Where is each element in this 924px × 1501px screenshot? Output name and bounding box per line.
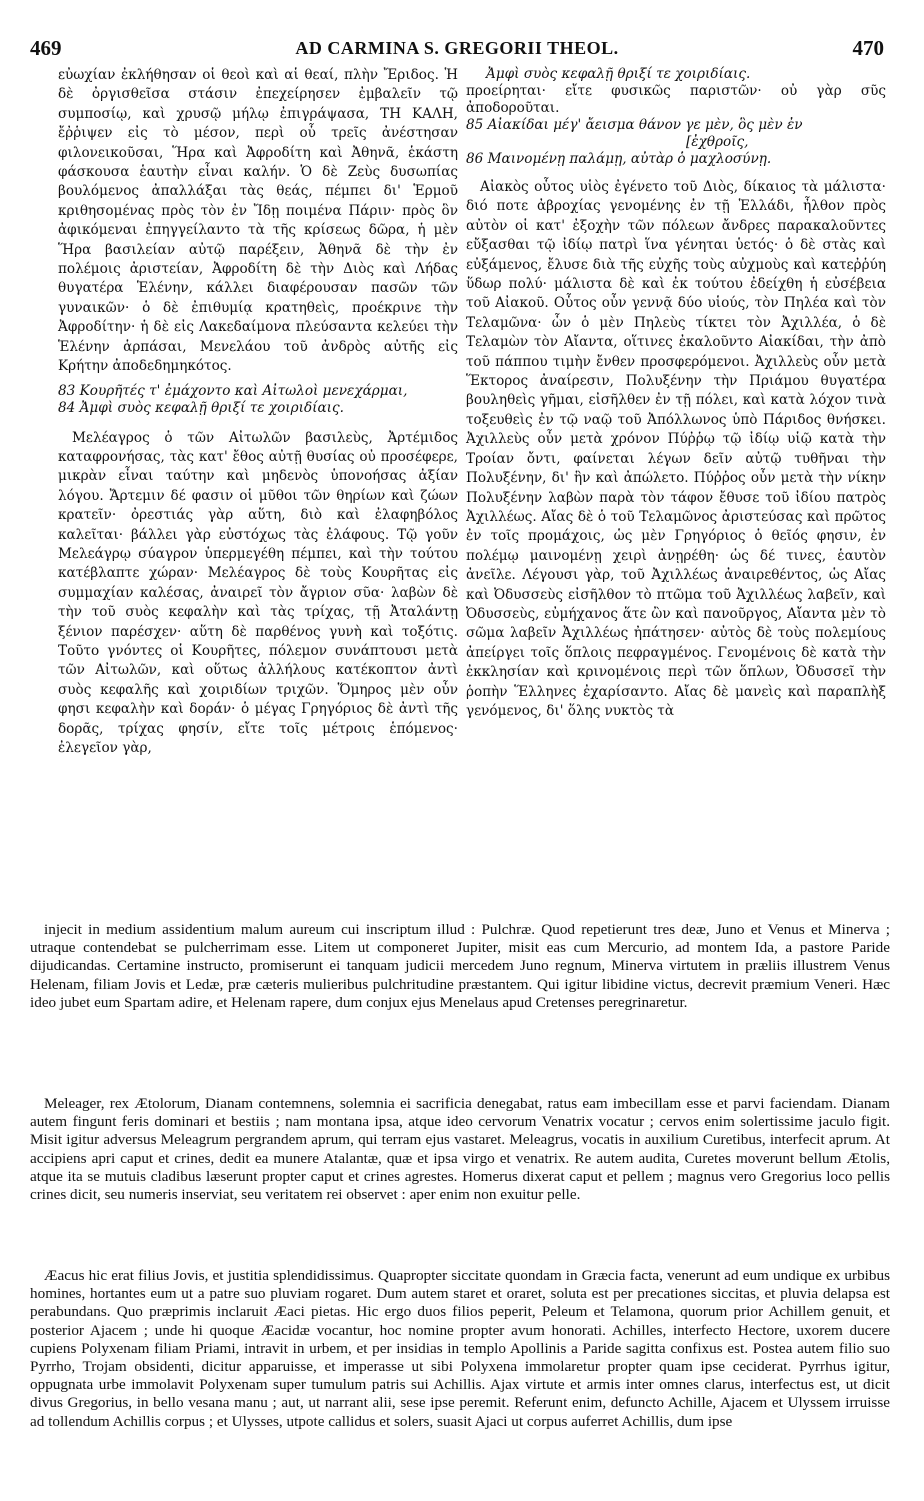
greek-column-left <box>58 66 458 758</box>
greek-paragraph: Αἰακὸς οὗτος υἱὸς ἐγένετο τοῦ Διὸς, δίκαιος τὰ μάλιστα· διό ποτε ἀβροχίας γενομένης ἐν τῇ Ἑλλάδι, ἦλθον πρὸς αὐτὸν οἱ κατ' ἐξοχὴν τῶν πόλεων ἄνδρες παρακαλοῦντες εὔξασθαι τῷ ἰδίῳ πατρὶ ἵνα γένηται ὑετός· ὁ δὲ στὰς καὶ εὐξάμενος, ἔλυσε διὰ τῆς εὐχῆς τοὺς αὐχμοὺς καὶ κατεῤῥύη ὕδωρ πολύ· μάλιστα δὲ καὶ ἐκ τούτου ἐδείχθη ἡ εὐσέβεια τοῦ Αἰακοῦ. Οὗτος οὖν γεννᾷ δύο υἱούς, τὸν Πηλέα καὶ τὸν Τελαμῶνα· ὧν ὁ μὲν Πηλεὺς τίκτει τὸν Ἀχιλλέα, ὁ δὲ Τελαμὼν τὸν Αἴαντα, οἵτινες ἐκαλοῦντο Αἰακίδαι, τὴν ἀπὸ τοῦ πάππου τιμὴν ἔνθεν προσφερόμενοι. Ἀχιλλεὺς οὖν μετὰ Ἕκτορος ἀναίρεσιν, Πολυξένην τὴν Πριάμου θυγατέρα βουληθεὶς γῆμαι, εἰσῆλθεν ἐν τῇ πόλει, καὶ κατὰ λόχον τινὰ τοξευθεὶς ἐν τῷ ναῷ τοῦ Ἀπόλλωνος ὑπὸ Πάριδος θνήσκει. Ἀχιλλεὺς οὖν μετὰ χρόνον Πύῤῥῳ τῷ ἰδίῳ υἱῷ κατὰ τὴν Τροίαν ὄντι, φαίνεται λέγων δεῖν αὐτῷ τυθῆναι τὴν Πολυξένην, δι' ἣν καὶ ἀπώλετο. Πύῤῥος οὖν μετὰ τὴν νίκην Πολυξένην λαβὼν παρὰ τὸν τάφον ἔθυσε τοῦ ἰδίου πατρὸς Ἀχιλλέως. Αἴας δὲ ὁ τοῦ Τελαμῶνος ἀριστεύσας καὶ πρῶτος ἐν τοῖς προμάχοις, ὡς μὲν Γρηγόριος ὁ θεῖός φησιν, ἐν πολέμῳ μαινομένῃ χειρὶ ἀνῃρέθη· ὡς δέ τινες, ἑαυτὸν ἀνεῖλε. Λέγουσι γὰρ, τοῦ Ἀχιλλέως ἀναιρεθέντος, ὡς Αἴας καὶ Ὀδυσσεὺς εἰσῆλθον τὸ πτῶμα τοῦ Ἀχιλλέως λαβεῖν, καὶ Ὀδυσσεὺς, εὐμήχανος ἅτε ὢν καὶ πανοῦργος, Αἴαντα μὲν τὸ σῶμα λαβεῖν Ἀχιλλέως ἠπάτησεν· αὐτὸς δὲ τοὺς πολεμίους ἀπείργει τοῖς ὅπλοις πεφραγμένος. Γενομένοις δὲ κατὰ τὴν ἐκκλησίαν καὶ κρινομένοις περὶ τῶν ὅπλων, Ὀδυσσεῖ τὴν ῥοπὴν Ἕλληνες ἐχαρίσαντο. Αἴας δὲ μανεὶς καὶ παραπλὴξ γενόμενος, δι' ὅλης νυκτὸς τὰ <box>466 179 886 719</box>
greek-paragraph: εὐωχίαν ἐκλήθησαν οἱ θεοὶ καὶ αἱ θεαί, πλὴν Ἔριδος. Ἡ δὲ ὀργισθεῖσα στάσιν ἐπεχείρησεν ἐμβαλεῖν τῷ συμποσίῳ, καὶ χρυσῷ μήλῳ ἐπιγράψασα, ΤΗ ΚΑΛΗ, ἔῤῥιψεν εἰς τὸ μέσον, περὶ οὗ τρεῖς ἀνέστησαν φιλονεικοῦσαι, Ἥρα καὶ Ἀφροδίτη καὶ Ἀθηνᾶ, ἑκάστη φάσκουσα ἑαυτὴν εἶναι καλήν. Ὁ δὲ Ζεὺς δυσωπίας βουλόμενος ἀπαλλάξαι τὰς θεάς, πέμπει δι' Ἑρμοῦ κριθησομένας πρὸς τὸν ἐν Ἴδῃ ποιμένα Πάριν· πρὸς ὃν ἀφικόμεναι ἐπηγγείλαντο τὰ τῆς κρίσεως δῶρα, ἡ μὲν Ἥρα βασιλείαν αὐτῷ παρέξειν, Ἀθηνᾶ δὲ τὴν ἐν πολέμοις ἀριστείαν, Ἀφροδίτη δὲ τὴν Διὸς καὶ Λήδας θυγατέρα Ἑλένην, κάλλει διαφέρουσαν πασῶν τῶν γυναικῶν· ὁ δὲ ἐπιθυμίᾳ κρατηθεὶς, προέκρινε τὴν Ἀφροδίτην· ἡ δὲ εἰς Λακεδαίμονα πλεύσαντα κελεύει τὴν Ἑλένην ἁρπάσαι, Μενελάου τοῦ ἀνδρὸς αὐτῆς εἰς Κρήτην ἀποδεδημηκότος. <box>58 67 458 375</box>
greek-column-right <box>466 66 886 721</box>
verse-line-85-cont: [ἐχθροῖς, <box>686 134 749 150</box>
latin-translation-3 <box>30 1267 890 1431</box>
lemma-line: Ἀμφὶ συὸς κεφαλῇ θριξί τε χοιριδίαις. <box>486 66 751 82</box>
latin-paragraph: Æacus hic erat filius Jovis, et justitia splendidissimus. Quapropter siccitate quondam in Græcia facta, venerunt ad eum undique ex urbibus homines, hortantes eum ut a patre suo pluviam rogaret. Dum autem staret et oraret, soluta est per precationes siccitas, et pluvia delapsa est perabundans. Quo præprimis inclaruit Æaci pietas. Hic ergo duos filios peperit, Peleum et Telamona, quorum prior Achillem genuit, et posterior Ajacem ; unde hi quoque Æacidæ vocantur, hoc nomine propter avum honorati. Achilles, interfecto Hectore, uxorem ducere cupiens Polyxenam filiam Priami, intravit in urbem, et per insidias in templo Apollinis a Paride sagitta confixus est. Postea autem filio suo Pyrrho, Trojam obsidenti, dicitur apparuisse, et imperasse ut sibi Polyxena immolaretur propter quam ipse ceciderat. Pyrrhus igitur, oppugnata urbe immolavit Polyxenam super tumulum patris sui Achillis. Ajax virtute et armis inter omnes clarus, interfectus est, ut dicit divus Gregorius, in bello vesana manu ; aut, ut narrant alii, sese ipse peremit. Referunt enim, defuncto Achille, Ajacem et Ulyssem irruisse ad tollendum Achillis corpus ; et Ulysses, utpote callidus et solers, suasit Ajaci ut corpus auferret Achillis, dum ipse <box>30 1267 890 1430</box>
latin-translation-1 <box>30 921 890 1012</box>
latin-translation-2 <box>30 1095 890 1204</box>
page-number-right: 470 <box>852 36 884 60</box>
verse-line-85: 85 Αἰακίδαι μέγ' ἄεισμα θάνον γε μὲν, ὃς μὲν ἐν <box>466 117 803 133</box>
verse-line-83: 83 Κουρῆτές τ' ἐμάχοντο καὶ Αἰτωλοὶ μενεχάρμαι, <box>58 382 408 399</box>
latin-paragraph: Meleager, rex Ætolorum, Dianam contemnens, solemnia ei sacrificia denegabat, ratus eam imbecillam esse et parvi faciendam. Dianam autem fingunt feris dominari et bestiis ; nam montana ipsa, atque ideo cervorum Venatrix vocatur ; cervos enim solertissime jaculo figit. Misit igitur adversus Meleagrum pergrandem aprum, qui terram ejus vastaret. Meleagrus, vocatis in auxilium Curetibus, interfecit aprum. At accipiens apri caput et crines, dedit ea munere Atalantæ, quæ et ipsa virgo et venatrix. Re autem audita, Curetes moverunt bellum Ætolis, atque ita se mutuis cladibus læserunt propter caput et crines agrestes. Homerus dixerat caput et pellem ; magnus vero Gregorius loco pellis crines dicit, seu numeris inserviat, seu veritatem rei observet : aper enim non exuitur pelle. <box>30 1095 890 1204</box>
verse-line-84: 84 Ἀμφὶ συὸς κεφαλῇ θριξί τε χοιριδίαις. <box>58 399 344 416</box>
verse-line-86: 86 Μαινομένῃ παλάμῃ, αὐτὰρ ὁ μαχλοσύνῃ. <box>466 151 772 167</box>
lemma-block <box>466 66 886 168</box>
verse-block <box>58 383 458 417</box>
running-title: AD CARMINA S. GREGORII THEOL. <box>295 38 619 58</box>
lemma-note: προείρηται· εἴτε φυσικῶς παριστῶν· οὐ γὰρ σῦς ἀποδοροῦται. <box>466 83 886 116</box>
page-number-left: 469 <box>30 36 62 60</box>
latin-paragraph: injecit in medium assidentium malum aureum cui inscriptum illud : Pulchræ. Quod repetierunt tres deæ, Juno et Venus et Minerva ; utraque contendebat se pulcherrimam esse. Litem ut componeret Jupiter, misit eas cum Mercurio, ad montem Ida, a pastore Paride dijudicandas. Certamine instructo, promiserunt ei tanquam judicii mercedem Juno regnum, Minerva virtutem in præliis illustrem Venus Helenam, filiam Jovis et Ledæ, præ cæteris mulieribus pulchritudine præstantem. Qui igitur libidine victus, decrevit præmium Veneri. Hæc ideo jubet eum Spartam adire, et Helenam rapere, dum conjux ejus Menelaus apud Cretenses peregrinaretur. <box>30 921 890 1011</box>
greek-paragraph: Μελέαγρος ὁ τῶν Αἰτωλῶν βασιλεὺς, Ἀρτέμιδος καταφρονήσας, τὰς κατ' ἔθος αὐτῇ θυσίας οὐ προσέφερε, μικρὰν εἶναι ταύτην καὶ μηδενὸς ὑπονοήσας ἀξίαν λόγου. Ἄρτεμιν δέ φασιν οἱ μῦθοι τῶν θηρίων καὶ ζώων κρατεῖν· ὀρεστιάς γὰρ αὕτη, διὸ καὶ ἐλαφηβόλος καλεῖται· βάλλει γὰρ εὐστόχως τὰς ἐλάφους. Τῷ γοῦν Μελεάγρῳ σύαγρον ὑπερμεγέθη πέμπει, καὶ τὴν τούτου κατέβλαπτε χώραν· Μελέαγρος δὲ τοὺς Κουρῆτας εἰς συμμαχίαν καλέσας, ἀναιρεῖ τὸν ἄγριον σῦα· λαβὼν δὲ τὴν τοῦ συὸς κεφαλὴν καὶ τὰς τρίχας, τῇ Ἀταλάντῃ ξένιον παρέσχεν· αὕτη δὲ παρθένος γυνὴ καὶ τοξότις. Τοῦτο γνόντες οἱ Κουρῆτες, πόλεμον συνάπτουσι μετὰ τῶν Αἰτωλῶν, καὶ οὕτως ἀλλήλους κατέκοπτον ἀντὶ συὸς κεφαλῆς καὶ χοιριδίων τριχῶν. Ὅμηρος μὲν οὖν φησι κεφαλὴν καὶ δοράν· ὁ μέγας Γρηγόριος δὲ ἀντὶ τῆς δορᾶς, τρίχας φησίν, εἴτε τοῖς μέτροις ἑπόμενος· ἐλεγεῖον γὰρ, <box>58 429 458 756</box>
page-header <box>30 34 884 64</box>
